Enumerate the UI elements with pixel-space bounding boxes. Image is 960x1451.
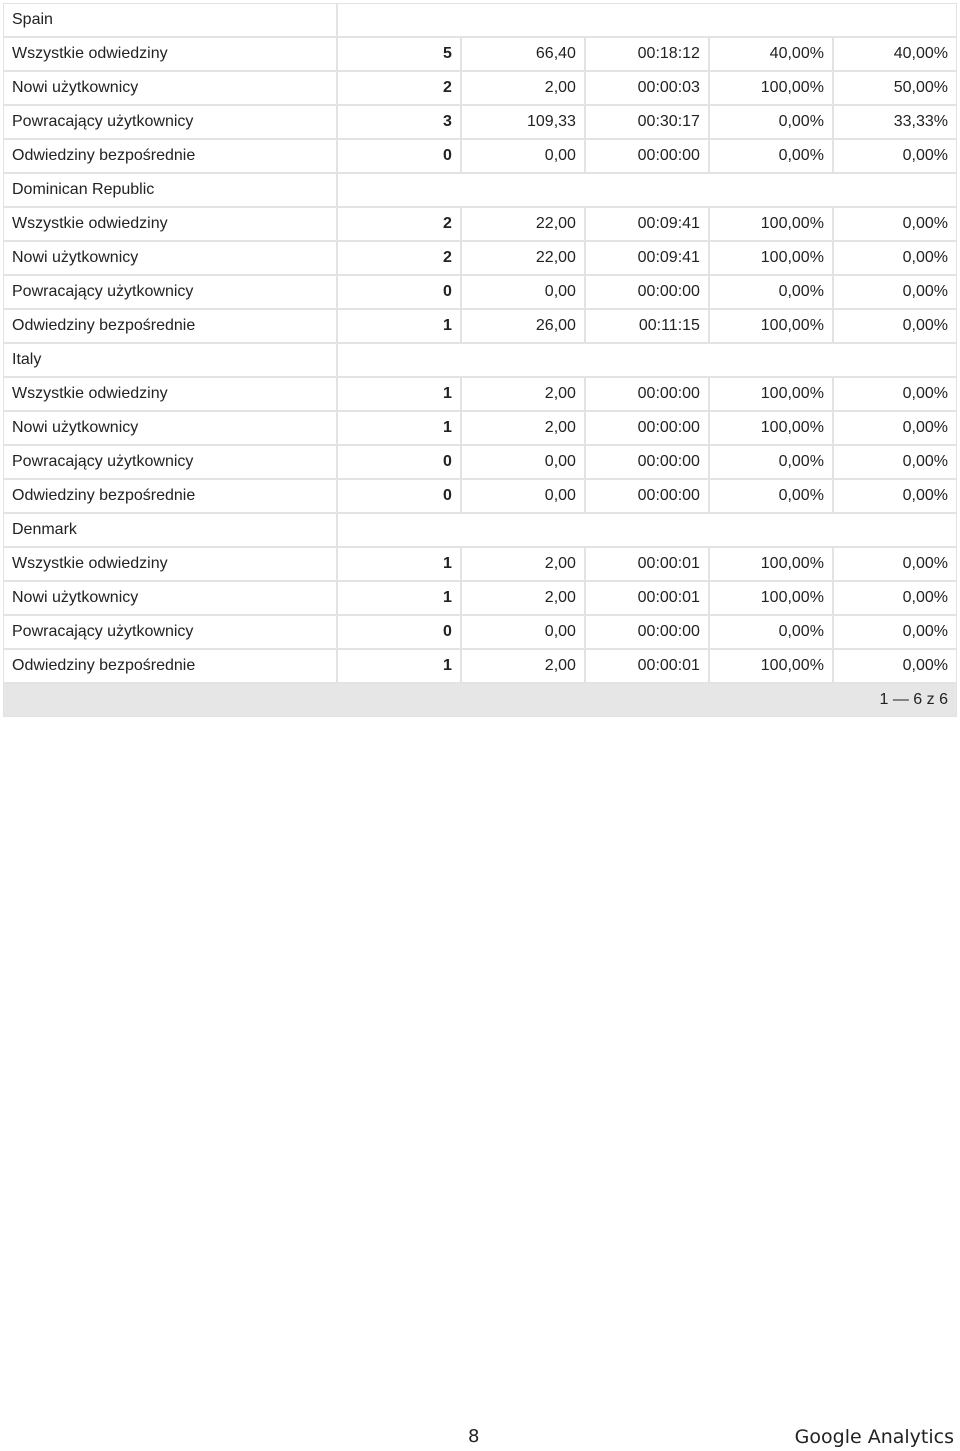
avg-duration-cell: 00:11:15	[586, 310, 708, 342]
new-visits-pct-cell: 100,00%	[710, 208, 832, 240]
segment-label: Odwiedziny bezpośrednie	[4, 480, 336, 512]
page-number: 8	[468, 1426, 480, 1447]
visits-cell: 3	[338, 106, 460, 138]
avg-duration-cell: 00:00:01	[586, 582, 708, 614]
avg-duration-cell: 00:00:01	[586, 548, 708, 580]
pages-per-visit-cell: 2,00	[462, 72, 584, 104]
visits-cell: 1	[338, 650, 460, 682]
visits-cell: 2	[338, 242, 460, 274]
avg-duration-cell: 00:00:01	[586, 650, 708, 682]
bounce-rate-cell: 0,00%	[834, 140, 956, 172]
new-visits-pct-cell: 100,00%	[710, 378, 832, 410]
table-row	[4, 208, 956, 240]
footer-brand: Google Analytics	[794, 1426, 954, 1448]
avg-duration-cell: 00:00:00	[586, 446, 708, 478]
table-row	[4, 310, 956, 342]
table-row	[4, 72, 956, 104]
visits-cell: 0	[338, 480, 460, 512]
avg-duration-cell: 00:00:00	[586, 140, 708, 172]
new-visits-pct-cell: 100,00%	[710, 72, 832, 104]
country-name: Spain	[4, 4, 336, 36]
avg-duration-cell: 00:00:00	[586, 616, 708, 648]
group-header-spacer	[338, 344, 956, 376]
report-table	[2, 2, 958, 718]
bounce-rate-cell: 0,00%	[834, 378, 956, 410]
group-header-spacer	[338, 174, 956, 206]
segment-label: Nowi użytkownicy	[4, 242, 336, 274]
visits-cell: 5	[338, 38, 460, 70]
country-name: Italy	[4, 344, 336, 376]
bounce-rate-cell: 0,00%	[834, 412, 956, 444]
segment-label: Nowi użytkownicy	[4, 582, 336, 614]
table-row	[4, 38, 956, 70]
bounce-rate-cell: 0,00%	[834, 548, 956, 580]
visits-cell: 1	[338, 582, 460, 614]
segment-label: Nowi użytkownicy	[4, 72, 336, 104]
pages-per-visit-cell: 2,00	[462, 548, 584, 580]
segment-label: Wszystkie odwiedziny	[4, 208, 336, 240]
bounce-rate-cell: 33,33%	[834, 106, 956, 138]
pages-per-visit-cell: 2,00	[462, 582, 584, 614]
pages-per-visit-cell: 22,00	[462, 208, 584, 240]
bounce-rate-cell: 0,00%	[834, 276, 956, 308]
pages-per-visit-cell: 22,00	[462, 242, 584, 274]
new-visits-pct-cell: 0,00%	[710, 106, 832, 138]
pages-per-visit-cell: 2,00	[462, 412, 584, 444]
new-visits-pct-cell: 0,00%	[710, 276, 832, 308]
table-row	[4, 276, 956, 308]
group-header-row	[4, 344, 956, 376]
table-row	[4, 548, 956, 580]
bounce-rate-cell: 0,00%	[834, 446, 956, 478]
new-visits-pct-cell: 100,00%	[710, 582, 832, 614]
avg-duration-cell: 00:00:00	[586, 412, 708, 444]
segment-label: Odwiedziny bezpośrednie	[4, 140, 336, 172]
pages-per-visit-cell: 26,00	[462, 310, 584, 342]
table-row	[4, 378, 956, 410]
group-header-spacer	[338, 514, 956, 546]
avg-duration-cell: 00:09:41	[586, 242, 708, 274]
visits-cell: 0	[338, 276, 460, 308]
table-row	[4, 140, 956, 172]
segment-label: Powracający użytkownicy	[4, 106, 336, 138]
segment-label: Odwiedziny bezpośrednie	[4, 310, 336, 342]
new-visits-pct-cell: 0,00%	[710, 480, 832, 512]
table-row	[4, 446, 956, 478]
new-visits-pct-cell: 0,00%	[710, 446, 832, 478]
bounce-rate-cell: 0,00%	[834, 616, 956, 648]
bounce-rate-cell: 40,00%	[834, 38, 956, 70]
bounce-rate-cell: 0,00%	[834, 208, 956, 240]
bounce-rate-cell: 0,00%	[834, 650, 956, 682]
pages-per-visit-cell: 0,00	[462, 446, 584, 478]
pages-per-visit-cell: 109,33	[462, 106, 584, 138]
segment-label: Powracający użytkownicy	[4, 616, 336, 648]
visits-cell: 1	[338, 548, 460, 580]
avg-duration-cell: 00:00:00	[586, 480, 708, 512]
group-header-row	[4, 4, 956, 36]
segment-label: Powracający użytkownicy	[4, 276, 336, 308]
visits-cell: 2	[338, 208, 460, 240]
segment-label: Nowi użytkownicy	[4, 412, 336, 444]
visits-cell: 2	[338, 72, 460, 104]
segment-label: Wszystkie odwiedziny	[4, 38, 336, 70]
table-row	[4, 412, 956, 444]
avg-duration-cell: 00:00:00	[586, 378, 708, 410]
new-visits-pct-cell: 100,00%	[710, 242, 832, 274]
visits-cell: 0	[338, 616, 460, 648]
table-row	[4, 106, 956, 138]
table-row	[4, 650, 956, 682]
pages-per-visit-cell: 0,00	[462, 480, 584, 512]
bounce-rate-cell: 0,00%	[834, 242, 956, 274]
pages-per-visit-cell: 0,00	[462, 276, 584, 308]
table-row	[4, 616, 956, 648]
pages-per-visit-cell: 0,00	[462, 616, 584, 648]
table-row	[4, 582, 956, 614]
new-visits-pct-cell: 0,00%	[710, 140, 832, 172]
avg-duration-cell: 00:30:17	[586, 106, 708, 138]
new-visits-pct-cell: 100,00%	[710, 548, 832, 580]
pages-per-visit-cell: 2,00	[462, 650, 584, 682]
group-header-spacer	[338, 4, 956, 36]
pages-per-visit-cell: 0,00	[462, 140, 584, 172]
pages-per-visit-cell: 66,40	[462, 38, 584, 70]
avg-duration-cell: 00:09:41	[586, 208, 708, 240]
table-row	[4, 242, 956, 274]
pages-per-visit-cell: 2,00	[462, 378, 584, 410]
bounce-rate-cell: 0,00%	[834, 480, 956, 512]
segment-label: Odwiedziny bezpośrednie	[4, 650, 336, 682]
country-name: Dominican Republic	[4, 174, 336, 206]
pagination-label: 1 — 6 z 6	[4, 684, 956, 716]
visits-cell: 0	[338, 140, 460, 172]
table-row	[4, 480, 956, 512]
visits-cell: 0	[338, 446, 460, 478]
segment-label: Wszystkie odwiedziny	[4, 378, 336, 410]
visits-cell: 1	[338, 378, 460, 410]
pagination-row	[4, 684, 956, 716]
segment-label: Powracający użytkownicy	[4, 446, 336, 478]
new-visits-pct-cell: 40,00%	[710, 38, 832, 70]
segment-label: Wszystkie odwiedziny	[4, 548, 336, 580]
new-visits-pct-cell: 0,00%	[710, 616, 832, 648]
bounce-rate-cell: 0,00%	[834, 582, 956, 614]
new-visits-pct-cell: 100,00%	[710, 412, 832, 444]
new-visits-pct-cell: 100,00%	[710, 650, 832, 682]
avg-duration-cell: 00:00:00	[586, 276, 708, 308]
avg-duration-cell: 00:18:12	[586, 38, 708, 70]
visits-cell: 1	[338, 310, 460, 342]
group-header-row	[4, 174, 956, 206]
report-table-body	[4, 4, 956, 682]
bounce-rate-cell: 50,00%	[834, 72, 956, 104]
new-visits-pct-cell: 100,00%	[710, 310, 832, 342]
bounce-rate-cell: 0,00%	[834, 310, 956, 342]
country-name: Denmark	[4, 514, 336, 546]
visits-cell: 1	[338, 412, 460, 444]
avg-duration-cell: 00:00:03	[586, 72, 708, 104]
group-header-row	[4, 514, 956, 546]
